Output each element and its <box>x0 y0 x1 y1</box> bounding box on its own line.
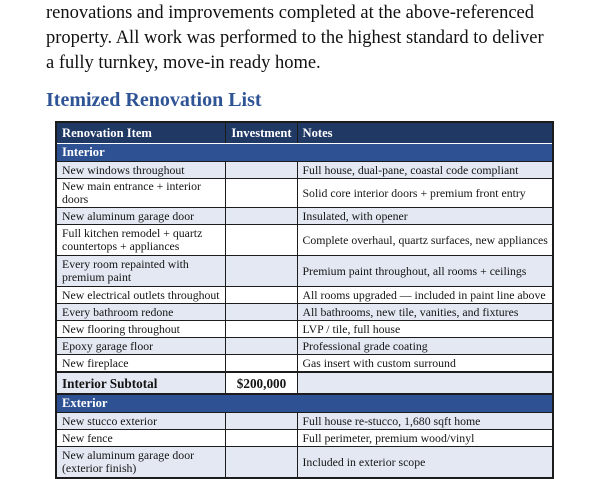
item-cell: New electrical outlets throughout <box>56 287 225 304</box>
section-label: Interior <box>56 144 553 162</box>
intro-paragraph: renovations and improvements completed at the above-referenced property. All work was performed to the highest standard to deliver a fully turnkey, move-in ready home. <box>46 3 544 73</box>
table-row <box>56 430 553 447</box>
section-row-interior <box>56 144 553 162</box>
subtotal-label: Interior Subtotal <box>56 372 225 394</box>
investment-cell <box>225 321 297 338</box>
table-row <box>56 447 553 479</box>
table-row <box>56 304 553 321</box>
investment-cell <box>225 304 297 321</box>
table-row <box>56 162 553 179</box>
notes-cell: Included in exterior scope <box>297 447 553 479</box>
table-row <box>56 287 553 304</box>
column-header-investment: Investment <box>225 122 297 144</box>
investment-cell <box>225 208 297 225</box>
notes-cell: LVP / tile, full house <box>297 321 553 338</box>
table-row <box>56 413 553 430</box>
investment-cell <box>225 430 297 447</box>
investment-cell <box>225 413 297 430</box>
item-cell: New aluminum garage door <box>56 208 225 225</box>
investment-cell <box>225 256 297 287</box>
section-label: Exterior <box>56 394 553 413</box>
investment-cell <box>225 225 297 256</box>
column-header-renovation-item: Renovation Item <box>56 122 225 144</box>
table-row <box>56 321 553 338</box>
table-row <box>56 225 553 256</box>
item-cell: New fence <box>56 430 225 447</box>
section-row-exterior <box>56 394 553 413</box>
investment-cell <box>225 447 297 479</box>
item-cell: New flooring throughout <box>56 321 225 338</box>
notes-cell: Complete overhaul, quartz surfaces, new appliances <box>297 225 553 256</box>
item-cell: Every bathroom redone <box>56 304 225 321</box>
investment-cell <box>225 162 297 179</box>
table-row <box>56 256 553 287</box>
column-header-notes: Notes <box>297 122 553 144</box>
notes-cell: Gas insert with custom surround <box>297 355 553 373</box>
notes-cell: Solid core interior doors + premium front entry <box>297 179 553 208</box>
item-cell: New main entrance + interior doors <box>56 179 225 208</box>
item-cell: Every room repainted with premium paint <box>56 256 225 287</box>
subtotal-notes <box>297 372 553 394</box>
item-cell: New windows throughout <box>56 162 225 179</box>
item-cell: New fireplace <box>56 355 225 373</box>
table-row <box>56 338 553 355</box>
notes-cell: Premium paint throughout, all rooms + ceilings <box>297 256 553 287</box>
table-row <box>56 179 553 208</box>
notes-cell: Full house, dual-pane, coastal code compliant <box>297 162 553 179</box>
renovation-table <box>55 121 554 479</box>
item-cell: Full kitchen remodel + quartz countertops + appliances <box>56 225 225 256</box>
investment-cell <box>225 338 297 355</box>
investment-cell <box>225 287 297 304</box>
notes-cell: Full perimeter, premium wood/vinyl <box>297 430 553 447</box>
investment-cell <box>225 355 297 373</box>
table-row <box>56 208 553 225</box>
notes-cell: All rooms upgraded — included in paint line above <box>297 287 553 304</box>
table-row <box>56 355 553 373</box>
notes-cell: All bathrooms, new tile, vanities, and fixtures <box>297 304 553 321</box>
investment-cell <box>225 179 297 208</box>
subtotal-investment: $200,000 <box>225 372 297 394</box>
notes-cell: Professional grade coating <box>297 338 553 355</box>
item-cell: Epoxy garage floor <box>56 338 225 355</box>
notes-cell: Full house re-stucco, 1,680 sqft home <box>297 413 553 430</box>
table-header-row <box>56 122 553 144</box>
interior-subtotal-row <box>56 372 553 394</box>
item-cell: New stucco exterior <box>56 413 225 430</box>
notes-cell: Insulated, with opener <box>297 208 553 225</box>
page-title: Itemized Renovation List <box>46 89 262 111</box>
item-cell: New aluminum garage door (exterior finish) <box>56 447 225 479</box>
